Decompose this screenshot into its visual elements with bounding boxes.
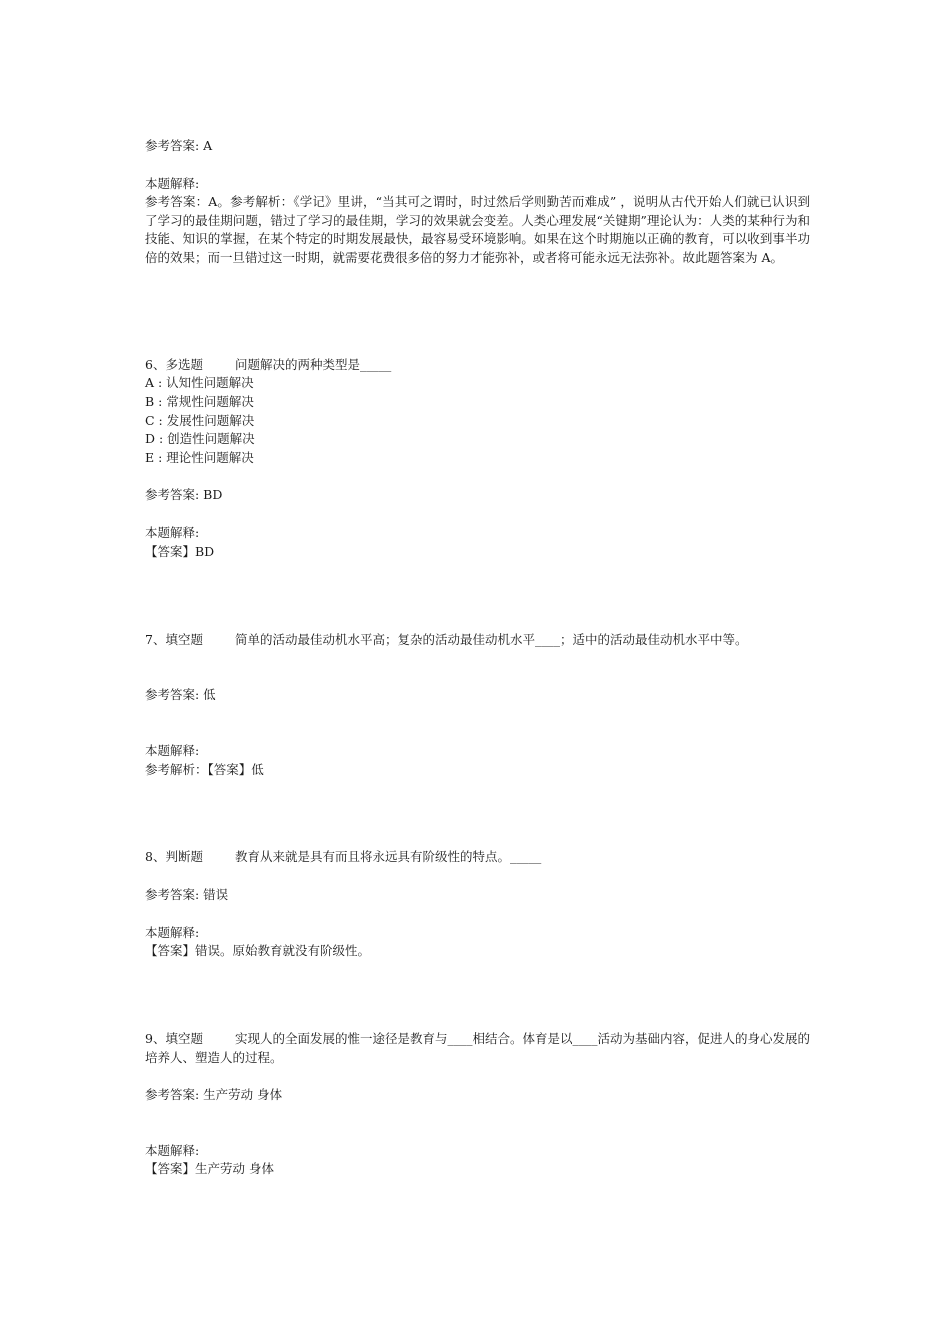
question-stem: 实现人的全面发展的惟一途径是教育与____相结合。体育是以____活动为基础内容，促进人的身心发展的培养人、塑造人的过程。 xyxy=(145,1031,810,1065)
explanation-text: 【答案】BD xyxy=(145,544,215,559)
answer-line: 参考答案: 低 xyxy=(145,687,216,702)
answer-line: 参考答案: BD xyxy=(145,487,223,502)
question-type: 填空题 xyxy=(165,632,203,647)
question-9-title xyxy=(145,1030,810,1067)
option-a: A : 认知性问题解决 xyxy=(145,375,254,390)
explanation-text: 【答案】错误。原始教育就没有阶级性。 xyxy=(145,943,371,958)
question-stem: 简单的活动最佳动机水平高；复杂的活动最佳动机水平____；适中的活动最佳动机水平中等。 xyxy=(234,632,748,647)
question-stem: 教育从来就是具有而且将永远具有阶级性的特点。_____ xyxy=(234,849,542,864)
question-number: 8、 xyxy=(145,849,166,864)
question-number: 7、 xyxy=(145,632,166,647)
explanation-text: 【答案】生产劳动 身体 xyxy=(145,1161,274,1176)
question-stem: 问题解决的两种类型是_____ xyxy=(234,357,392,372)
explanation-text: 参考解析：【答案】低 xyxy=(145,762,264,777)
option-b: B : 常规性问题解决 xyxy=(145,394,254,409)
explanation-label: 本题解释: xyxy=(145,743,200,758)
explanation-label: 本题解释: xyxy=(145,925,200,940)
option-d: D : 创造性问题解决 xyxy=(145,431,255,446)
question-number: 6、 xyxy=(145,357,166,372)
question-8-title xyxy=(145,848,810,867)
answer-line: 参考答案: 生产劳动 身体 xyxy=(145,1087,283,1102)
answer-line: 参考答案: A xyxy=(145,138,213,153)
explanation-label: 本题解释: xyxy=(145,176,200,191)
question-7-title xyxy=(145,631,810,650)
explanation-text: 参考答案：A。参考解析：《学记》里讲，“当其可之谓时，时过然后学则勤苦而难成” ，说明从古代开始人们就已认识到了学习的最佳期问题，错过了学习的最佳期，学习的效果就会变差。人类心理发展“关键期”理论认为：人类的某种行为和技能、知识的掌握，在某个特定的时期发展最快，最容易受环境影响。如果在这个时期施以正确的教育，可以收到事半功倍的效果；而一旦错过这一时期，就需要花费很多倍的努力才能弥补，或者将可能永远无法弥补。故此题答案为 A。 xyxy=(145,194,810,265)
option-c: C : 发展性问题解决 xyxy=(145,413,255,428)
explanation-label: 本题解释: xyxy=(145,525,200,540)
question-number: 9、 xyxy=(145,1031,166,1046)
option-e: E : 理论性问题解决 xyxy=(145,450,254,465)
question-type: 判断题 xyxy=(165,849,203,864)
question-type: 多选题 xyxy=(165,357,203,372)
explanation-label: 本题解释: xyxy=(145,1143,200,1158)
question-type: 填空题 xyxy=(165,1031,203,1046)
question-6-title xyxy=(145,356,810,375)
answer-line: 参考答案: 错误 xyxy=(145,887,229,902)
